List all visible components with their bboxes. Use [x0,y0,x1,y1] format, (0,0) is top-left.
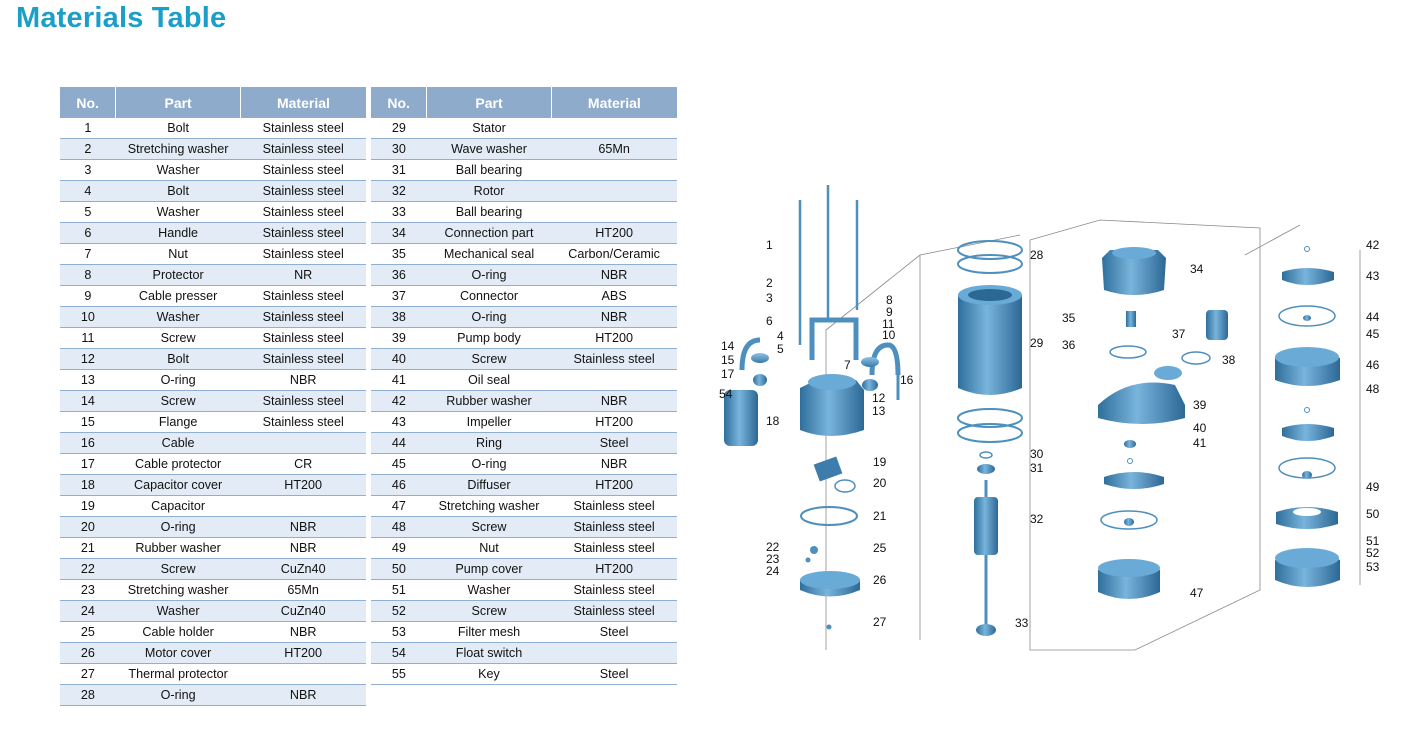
callout-24: 24 [766,564,780,578]
cell-material [551,181,677,202]
callout-33: 33 [1015,616,1029,630]
callout-8: 8 [886,293,893,307]
cell-material: Stainless steel [240,286,366,307]
callout-31: 31 [1030,461,1044,475]
cell-part: Connection part [427,223,551,244]
cell-material: NR [240,265,366,286]
cell-no: 4 [60,181,116,202]
table-row [371,538,677,559]
cell-part: Pump body [427,328,551,349]
materials-table-right [371,87,677,685]
callout-38: 38 [1222,353,1236,367]
cell-no: 37 [371,286,427,307]
cell-no: 45 [371,454,427,475]
cell-no: 39 [371,328,427,349]
cell-no: 42 [371,391,427,412]
cell-part: Ball bearing [427,160,551,181]
callout-19: 19 [873,455,887,469]
cell-no: 51 [371,580,427,601]
cell-part: Stator [427,118,551,139]
cell-part: Thermal protector [116,664,241,685]
cell-material: HT200 [240,475,366,496]
cell-no: 35 [371,244,427,265]
cell-material: NBR [240,517,366,538]
header-material: Material [551,87,677,118]
table-row [60,181,366,202]
cell-no: 10 [60,307,116,328]
cell-material: NBR [551,391,677,412]
callout-18: 18 [766,414,780,428]
callout-12: 12 [872,391,886,405]
materials-table-left [60,87,366,706]
cell-part: Diffuser [427,475,551,496]
table-row [371,622,677,643]
cell-material: NBR [551,307,677,328]
cell-material: Carbon/Ceramic [551,244,677,265]
cell-material: CuZn40 [240,601,366,622]
table-row [371,244,677,265]
table-row [60,559,366,580]
cell-no: 1 [60,118,116,139]
cell-no: 22 [60,559,116,580]
callout-4: 4 [777,329,784,343]
cell-no: 40 [371,349,427,370]
callout-46: 46 [1366,358,1380,372]
cell-no: 7 [60,244,116,265]
callout-3: 3 [766,291,773,305]
table-row [371,643,677,664]
pump-body-assembly [1098,247,1228,599]
callout-44: 44 [1366,310,1380,324]
cell-part: Nut [116,244,241,265]
cell-part: Flange [116,412,241,433]
cell-part: O-ring [116,370,241,391]
cell-part: Bolt [116,181,241,202]
cell-material: Stainless steel [551,496,677,517]
cell-part: Cable presser [116,286,241,307]
cell-no: 23 [60,580,116,601]
cell-no: 41 [371,370,427,391]
table-row [60,475,366,496]
table-row [60,139,366,160]
callout-15: 15 [721,353,735,367]
cell-no: 26 [60,643,116,664]
callout-28: 28 [1030,248,1044,262]
callout-7: 7 [844,358,851,372]
table-row [371,349,677,370]
cell-part: O-ring [427,265,551,286]
callout-32: 32 [1030,512,1044,526]
cell-part: Mechanical seal [427,244,551,265]
cell-part: Washer [116,160,241,181]
header-no: No. [60,87,116,118]
cell-no: 13 [60,370,116,391]
cell-no: 52 [371,601,427,622]
cell-part: Oil seal [427,370,551,391]
cell-material: NBR [240,538,366,559]
cell-part: Float switch [427,643,551,664]
cell-material: Stainless steel [240,307,366,328]
table-row [371,391,677,412]
cell-part: Cable [116,433,241,454]
cell-material: Stainless steel [551,538,677,559]
cell-no: 43 [371,412,427,433]
cell-part: Bolt [116,118,241,139]
cell-part: Washer [427,580,551,601]
callout-16: 16 [900,373,914,387]
callout-53: 53 [1366,560,1380,574]
cell-part: Stretching washer [116,139,241,160]
callout-50: 50 [1366,507,1380,521]
cell-material: CuZn40 [240,559,366,580]
cell-material: NBR [240,622,366,643]
cell-part: Bolt [116,349,241,370]
table-row [371,181,677,202]
cell-no: 36 [371,265,427,286]
cell-no: 12 [60,349,116,370]
callout-36: 36 [1062,338,1076,352]
cell-part: Connector [427,286,551,307]
cell-part: Handle [116,223,241,244]
cell-part: Rubber washer [116,538,241,559]
impeller-stack-assembly [1275,247,1340,588]
callout-14: 14 [721,339,735,353]
callout-6: 6 [766,314,773,328]
callout-21: 21 [873,509,887,523]
callout-42: 42 [1366,238,1380,252]
header-part: Part [427,87,551,118]
cell-no: 27 [60,664,116,685]
cell-material: Steel [551,622,677,643]
cell-material [551,118,677,139]
cell-no: 9 [60,286,116,307]
table-row [371,223,677,244]
cell-material: Stainless steel [240,160,366,181]
callout-40: 40 [1193,421,1207,435]
cell-no: 17 [60,454,116,475]
cell-no: 49 [371,538,427,559]
callout-9: 9 [886,305,893,319]
cell-no: 30 [371,139,427,160]
cell-part: Filter mesh [427,622,551,643]
callout-17: 17 [721,367,735,381]
cell-part: O-ring [427,454,551,475]
cell-no: 46 [371,475,427,496]
table-row [371,202,677,223]
page-title: Materials Table [16,2,227,34]
callout-51: 51 [1366,534,1380,548]
table-row [371,370,677,391]
cell-no: 11 [60,328,116,349]
cell-part: Impeller [427,412,551,433]
table-row [371,307,677,328]
cell-part: Screw [427,517,551,538]
cell-part: Pump cover [427,559,551,580]
callout-22: 22 [766,540,780,554]
table-header-row [60,87,366,118]
callout-48: 48 [1366,382,1380,396]
table-row [60,286,366,307]
table-row [371,433,677,454]
callout-1: 1 [766,238,773,252]
table-row [371,139,677,160]
cell-no: 54 [371,643,427,664]
callout-39: 39 [1193,398,1207,412]
callout-23: 23 [766,552,780,566]
table-row [60,496,366,517]
cell-part: Screw [116,559,241,580]
cell-no: 6 [60,223,116,244]
table-row [60,517,366,538]
callout-34: 34 [1190,262,1204,276]
cell-no: 55 [371,664,427,685]
cell-no: 5 [60,202,116,223]
table-row [60,391,366,412]
cell-no: 2 [60,139,116,160]
cell-part: Washer [116,601,241,622]
table-row [60,538,366,559]
table-row [371,454,677,475]
header-part: Part [116,87,241,118]
callout-45: 45 [1366,327,1380,341]
cell-no: 16 [60,433,116,454]
cell-material: Steel [551,664,677,685]
cell-no: 48 [371,517,427,538]
table-row [60,223,366,244]
cell-material: NBR [240,370,366,391]
table-row [60,580,366,601]
cell-part: Cable protector [116,454,241,475]
cell-no: 18 [60,475,116,496]
callout-52: 52 [1366,546,1380,560]
cell-material: Stainless steel [240,202,366,223]
callout-10: 10 [882,328,896,342]
table-row [371,559,677,580]
header-no: No. [371,87,427,118]
cell-material [240,433,366,454]
cell-no: 21 [60,538,116,559]
cell-material: HT200 [551,412,677,433]
callout-41: 41 [1193,436,1207,450]
cell-no: 20 [60,517,116,538]
cell-material: Stainless steel [240,244,366,265]
callout-49: 49 [1366,480,1380,494]
cell-material: Stainless steel [240,223,366,244]
table-row [60,118,366,139]
cell-part: Ball bearing [427,202,551,223]
table-row [371,517,677,538]
cell-material: NBR [240,685,366,706]
cell-material [551,202,677,223]
table-row [371,664,677,685]
table-row [371,265,677,286]
table-row [371,118,677,139]
table-row [60,433,366,454]
cell-part: Key [427,664,551,685]
cell-part: Capacitor [116,496,241,517]
cell-part: Rubber washer [427,391,551,412]
table-row [60,643,366,664]
callout-47: 47 [1190,586,1204,600]
cell-material: Stainless steel [240,139,366,160]
cell-part: O-ring [116,517,241,538]
callout-43: 43 [1366,269,1380,283]
cell-material [240,496,366,517]
cell-part: Screw [427,349,551,370]
cell-part: Washer [116,202,241,223]
cell-no: 44 [371,433,427,454]
cell-no: 38 [371,307,427,328]
cell-material: NBR [551,454,677,475]
cell-no: 29 [371,118,427,139]
table-row [60,307,366,328]
table-row [60,664,366,685]
cell-material: HT200 [240,643,366,664]
cell-no: 50 [371,559,427,580]
cell-material: 65Mn [551,139,677,160]
cell-no: 47 [371,496,427,517]
cell-material [551,160,677,181]
cell-no: 34 [371,223,427,244]
cell-material: HT200 [551,559,677,580]
cell-part: Screw [116,391,241,412]
cell-material: HT200 [551,328,677,349]
cell-no: 25 [60,622,116,643]
cell-material: HT200 [551,223,677,244]
cell-material: Stainless steel [240,328,366,349]
cell-part: Nut [427,538,551,559]
cell-material [551,643,677,664]
callout-13: 13 [872,404,886,418]
table-row [371,160,677,181]
callout-20: 20 [873,476,887,490]
cell-material: 65Mn [240,580,366,601]
cell-no: 14 [60,391,116,412]
cell-part: Stretching washer [427,496,551,517]
cell-material: Stainless steel [240,118,366,139]
table-row [371,496,677,517]
table-row [60,160,366,181]
cell-material: Stainless steel [240,349,366,370]
cell-material: Steel [551,433,677,454]
cell-material: Stainless steel [240,181,366,202]
callout-25: 25 [873,541,887,555]
cell-material [551,370,677,391]
table-row [60,412,366,433]
callout-30: 30 [1030,447,1044,461]
cell-material: Stainless steel [551,601,677,622]
callout-35: 35 [1062,311,1076,325]
cell-part: Cable holder [116,622,241,643]
exploded-pump-diagram [700,150,1400,660]
cell-no: 33 [371,202,427,223]
cell-no: 28 [60,685,116,706]
cell-material: Stainless steel [240,391,366,412]
cell-part: Wave washer [427,139,551,160]
cell-no: 53 [371,622,427,643]
cell-part: Screw [116,328,241,349]
table-row [60,601,366,622]
cell-no: 3 [60,160,116,181]
cell-no: 31 [371,160,427,181]
table-row [371,412,677,433]
callout-5: 5 [777,342,784,356]
cell-material: Stainless steel [551,517,677,538]
table-row [371,475,677,496]
table-row [60,454,366,475]
cell-material: Stainless steel [551,580,677,601]
table-row [60,370,366,391]
cell-part: Motor cover [116,643,241,664]
cell-part: O-ring [427,307,551,328]
cell-no: 32 [371,181,427,202]
table-row [60,622,366,643]
table-row [60,349,366,370]
table-row [371,580,677,601]
callout-29: 29 [1030,336,1044,350]
cell-part: Stretching washer [116,580,241,601]
callout-26: 26 [873,573,887,587]
cell-part: Screw [427,601,551,622]
callout-11: 11 [882,317,895,331]
cell-part: Capacitor cover [116,475,241,496]
table-row [60,244,366,265]
cell-no: 8 [60,265,116,286]
section-outlines [826,220,1360,650]
table-row [371,286,677,307]
table-row [60,202,366,223]
callout-37: 37 [1172,327,1186,341]
cell-no: 19 [60,496,116,517]
cell-part: Rotor [427,181,551,202]
table-row [371,601,677,622]
cell-part: Protector [116,265,241,286]
cell-part: Ring [427,433,551,454]
cell-material: Stainless steel [240,412,366,433]
header-material: Material [240,87,366,118]
table-header-row [371,87,677,118]
table-row [60,328,366,349]
cell-material: Stainless steel [551,349,677,370]
table-row [60,265,366,286]
cell-part: O-ring [116,685,241,706]
cell-material: NBR [551,265,677,286]
cell-no: 15 [60,412,116,433]
cell-material: ABS [551,286,677,307]
callout-27: 27 [873,615,887,629]
callout-2: 2 [766,276,773,290]
stator-rotor-assembly [958,241,1022,636]
cell-no: 24 [60,601,116,622]
table-row [371,328,677,349]
table-row [60,685,366,706]
cell-part: Washer [116,307,241,328]
callout-54: 54 [719,387,733,401]
cell-material: HT200 [551,475,677,496]
cell-material: CR [240,454,366,475]
cell-material [240,664,366,685]
